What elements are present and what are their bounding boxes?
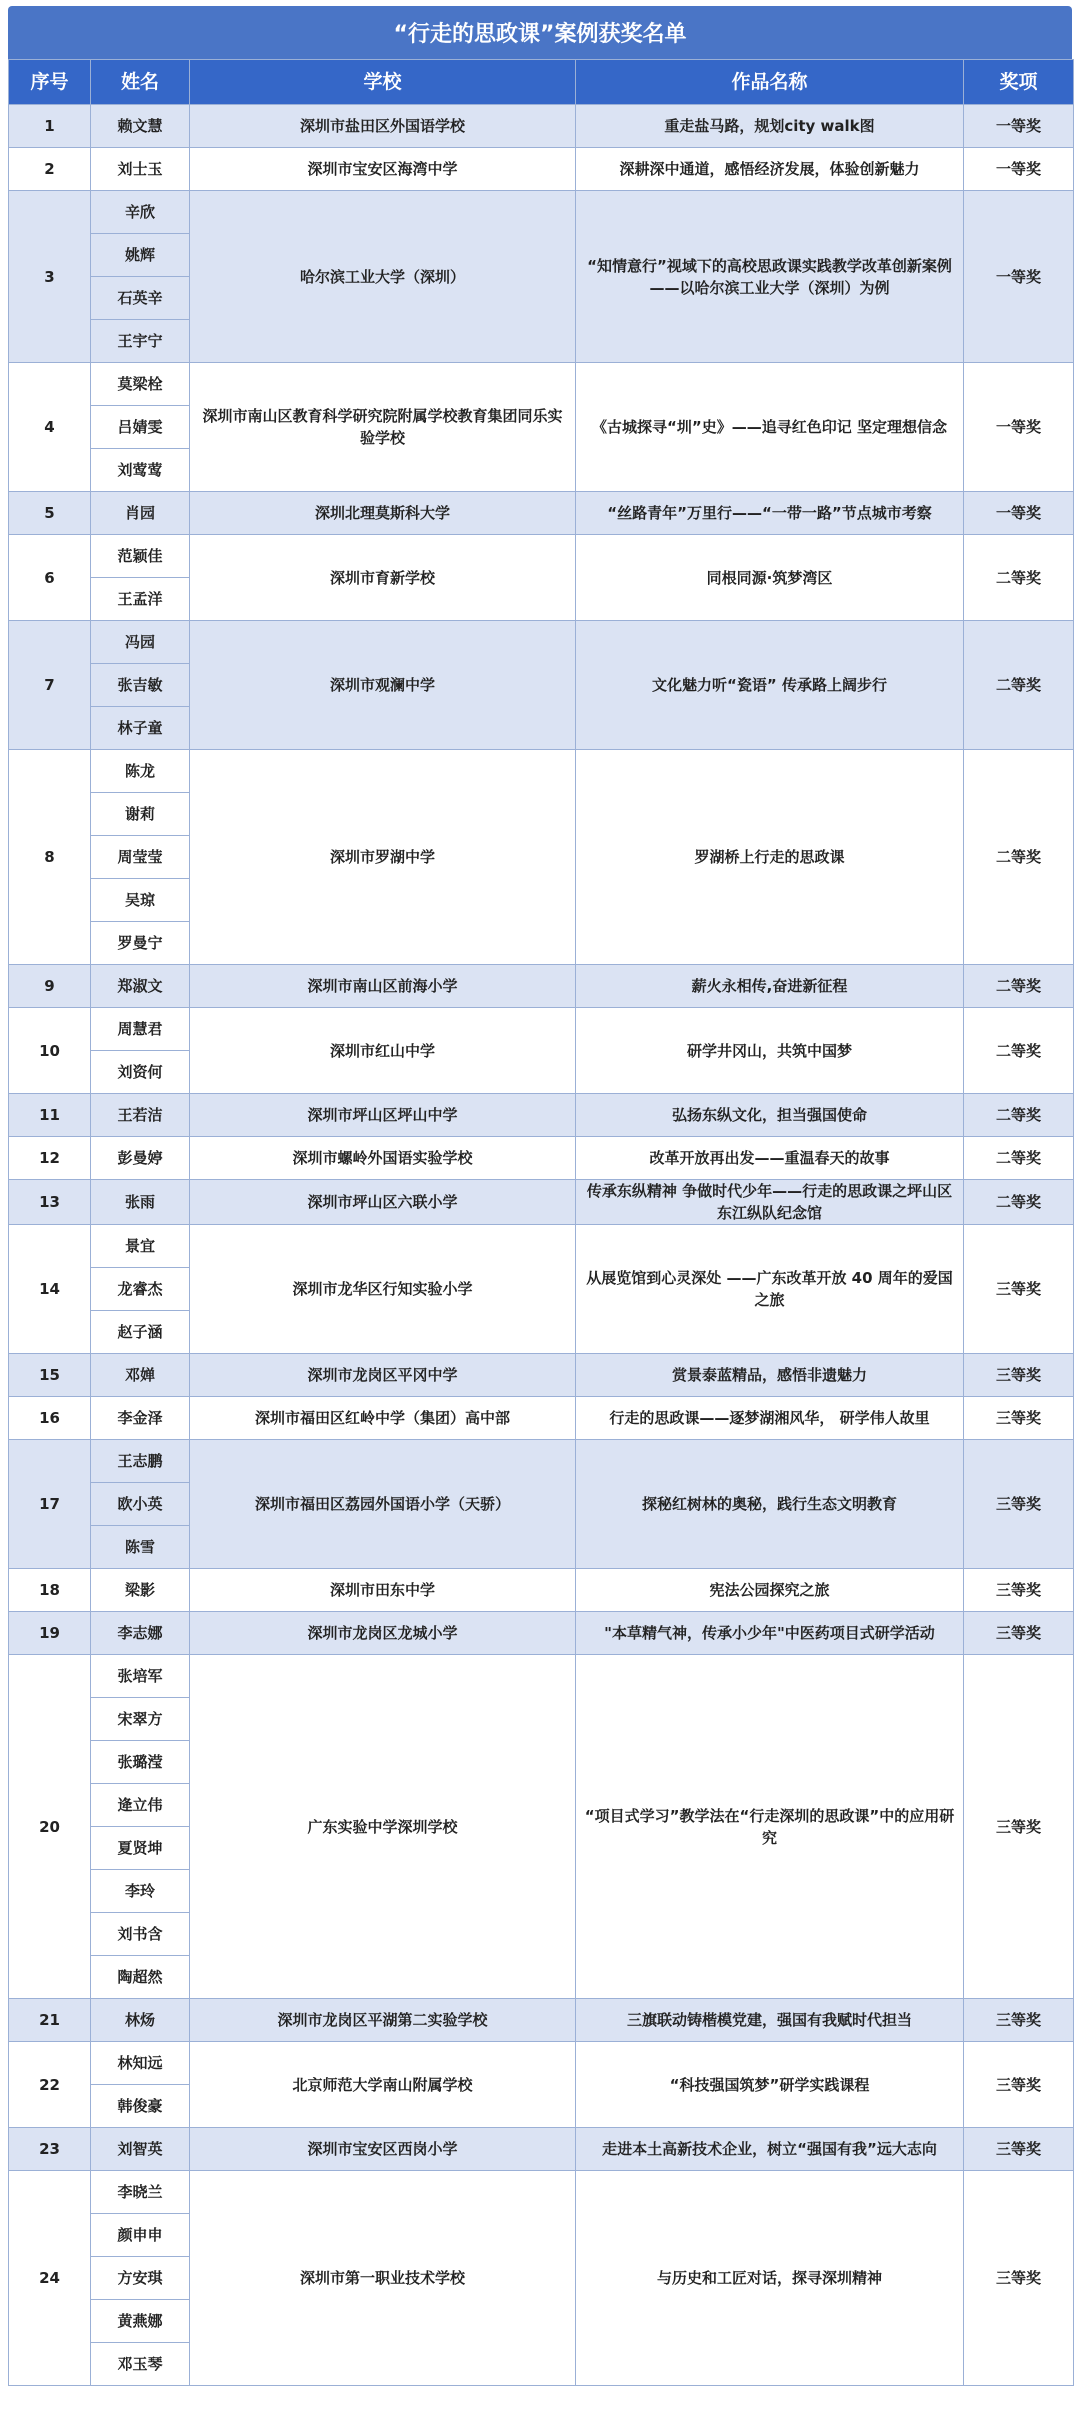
cell-name: 王宇宁	[91, 320, 190, 363]
table-row	[9, 1008, 1074, 1051]
cell-name: 彭曼婷	[91, 1137, 190, 1180]
cell-award: 三等奖	[964, 1397, 1074, 1440]
cell-award: 三等奖	[964, 1354, 1074, 1397]
table-row	[9, 1440, 1074, 1483]
cell-work: 行走的思政课——逐梦湖湘风华， 研学伟人故里	[576, 1397, 964, 1440]
cell-name: 王志鹏	[91, 1440, 190, 1483]
table-row	[9, 2042, 1074, 2085]
cell-name: 李晓兰	[91, 2171, 190, 2214]
cell-no: 4	[9, 363, 91, 492]
cell-name: 吕婧雯	[91, 406, 190, 449]
cell-award: 三等奖	[964, 2042, 1074, 2128]
table-row	[9, 363, 1074, 406]
table-row	[9, 1225, 1074, 1268]
cell-no: 3	[9, 191, 91, 363]
cell-award: 二等奖	[964, 965, 1074, 1008]
cell-school: 深圳市宝安区西岗小学	[190, 2128, 576, 2171]
cell-name: 梁影	[91, 1569, 190, 1612]
table-row	[9, 1569, 1074, 1612]
cell-school: 深圳北理莫斯科大学	[190, 492, 576, 535]
cell-school: 深圳市福田区红岭中学（集团）高中部	[190, 1397, 576, 1440]
cell-name: 逄立伟	[91, 1784, 190, 1827]
cell-school: 深圳市宝安区海湾中学	[190, 148, 576, 191]
cell-name: 范颖佳	[91, 535, 190, 578]
cell-school: 深圳市红山中学	[190, 1008, 576, 1094]
cell-work: 同根同源·筑梦湾区	[576, 535, 964, 621]
cell-name: 刘莺莺	[91, 449, 190, 492]
cell-name: 刘资何	[91, 1051, 190, 1094]
cell-name: 宋翠方	[91, 1698, 190, 1741]
cell-name: 方安琪	[91, 2257, 190, 2300]
cell-name: 刘士玉	[91, 148, 190, 191]
cell-award: 三等奖	[964, 2128, 1074, 2171]
cell-no: 18	[9, 1569, 91, 1612]
cell-name: 辛欣	[91, 191, 190, 234]
cell-name: 林知远	[91, 2042, 190, 2085]
cell-work: 弘扬东纵文化，担当强国使命	[576, 1094, 964, 1137]
cell-name: 周莹莹	[91, 836, 190, 879]
cell-award: 二等奖	[964, 750, 1074, 965]
cell-award: 三等奖	[964, 2171, 1074, 2386]
cell-name: 刘智英	[91, 2128, 190, 2171]
cell-work: 从展览馆到心灵深处 ——广东改革开放 40 周年的爱国之旅	[576, 1225, 964, 1354]
cell-name: 冯园	[91, 621, 190, 664]
cell-name: 夏贤坤	[91, 1827, 190, 1870]
table-row	[9, 750, 1074, 793]
cell-award: 二等奖	[964, 1137, 1074, 1180]
cell-name: 谢莉	[91, 793, 190, 836]
page-title: “行走的思政课”案例获奖名单	[8, 6, 1072, 59]
cell-name: 刘书含	[91, 1913, 190, 1956]
cell-award: 一等奖	[964, 363, 1074, 492]
cell-work: 探秘红树林的奥秘，践行生态文明教育	[576, 1440, 964, 1569]
cell-school: 深圳市螺岭外国语实验学校	[190, 1137, 576, 1180]
cell-name: 姚辉	[91, 234, 190, 277]
cell-work: 宪法公园探究之旅	[576, 1569, 964, 1612]
table-row	[9, 191, 1074, 234]
table-row	[9, 1655, 1074, 1698]
table-row	[9, 1137, 1074, 1180]
table-row	[9, 535, 1074, 578]
cell-name: 林炀	[91, 1999, 190, 2042]
cell-school: 深圳市观澜中学	[190, 621, 576, 750]
cell-work: 薪火永相传,奋进新征程	[576, 965, 964, 1008]
cell-award: 二等奖	[964, 1094, 1074, 1137]
cell-work: 与历史和工匠对话，探寻深圳精神	[576, 2171, 964, 2386]
cell-no: 14	[9, 1225, 91, 1354]
cell-name: 陈龙	[91, 750, 190, 793]
table-row	[9, 2128, 1074, 2171]
cell-name: 李志娜	[91, 1612, 190, 1655]
cell-school: 北京师范大学南山附属学校	[190, 2042, 576, 2128]
cell-award: 二等奖	[964, 1180, 1074, 1225]
cell-school: 深圳市龙岗区平冈中学	[190, 1354, 576, 1397]
table-row	[9, 1612, 1074, 1655]
cell-name: 景宜	[91, 1225, 190, 1268]
cell-work: “科技强国筑梦”研学实践课程	[576, 2042, 964, 2128]
cell-name: 韩俊豪	[91, 2085, 190, 2128]
cell-school: 广东实验中学深圳学校	[190, 1655, 576, 1999]
header-row	[9, 60, 1074, 105]
cell-name: 陈雪	[91, 1526, 190, 1569]
cell-work: "本草精气神，传承小少年"中医药项目式研学活动	[576, 1612, 964, 1655]
cell-name: 陶超然	[91, 1956, 190, 1999]
table-row	[9, 621, 1074, 664]
table-row	[9, 1397, 1074, 1440]
table-row	[9, 1354, 1074, 1397]
cell-name: 张培军	[91, 1655, 190, 1698]
cell-no: 12	[9, 1137, 91, 1180]
cell-name: 张雨	[91, 1180, 190, 1225]
cell-name: 邓玉琴	[91, 2343, 190, 2386]
cell-name: 罗曼宁	[91, 922, 190, 965]
cell-work: 走进本土高新技术企业，树立“强国有我”远大志向	[576, 2128, 964, 2171]
table-row	[9, 148, 1074, 191]
cell-work: 三旗联动铸楷模党建，强国有我赋时代担当	[576, 1999, 964, 2042]
header-name: 姓名	[91, 60, 190, 105]
cell-name: 石英辛	[91, 277, 190, 320]
cell-name: 张吉敏	[91, 664, 190, 707]
cell-name: 张璐滢	[91, 1741, 190, 1784]
cell-school: 深圳市福田区荔园外国语小学（天骄）	[190, 1440, 576, 1569]
cell-no: 21	[9, 1999, 91, 2042]
cell-work: 改革开放再出发——重温春天的故事	[576, 1137, 964, 1180]
cell-no: 13	[9, 1180, 91, 1225]
cell-name: 龙睿杰	[91, 1268, 190, 1311]
table-row	[9, 1180, 1074, 1225]
cell-school: 哈尔滨工业大学（深圳）	[190, 191, 576, 363]
cell-award: 三等奖	[964, 1440, 1074, 1569]
cell-school: 深圳市龙岗区龙城小学	[190, 1612, 576, 1655]
cell-no: 23	[9, 2128, 91, 2171]
cell-name: 欧小英	[91, 1483, 190, 1526]
cell-school: 深圳市第一职业技术学校	[190, 2171, 576, 2386]
cell-award: 一等奖	[964, 105, 1074, 148]
cell-award: 二等奖	[964, 621, 1074, 750]
cell-school: 深圳市坪山区六联小学	[190, 1180, 576, 1225]
cell-work: 研学井冈山，共筑中国梦	[576, 1008, 964, 1094]
cell-school: 深圳市南山区前海小学	[190, 965, 576, 1008]
cell-award: 三等奖	[964, 1612, 1074, 1655]
header-award: 奖项	[964, 60, 1074, 105]
cell-name: 赖文慧	[91, 105, 190, 148]
cell-work: 罗湖桥上行走的思政课	[576, 750, 964, 965]
cell-name: 邓婵	[91, 1354, 190, 1397]
cell-work: 重走盐马路，规划city walk图	[576, 105, 964, 148]
cell-work: 深耕深中通道，感悟经济发展，体验创新魅力	[576, 148, 964, 191]
cell-school: 深圳市龙华区行知实验小学	[190, 1225, 576, 1354]
cell-work: 文化魅力听“瓷语” 传承路上阔步行	[576, 621, 964, 750]
cell-name: 周慧君	[91, 1008, 190, 1051]
cell-name: 肖园	[91, 492, 190, 535]
cell-award: 二等奖	[964, 1008, 1074, 1094]
header-no: 序号	[9, 60, 91, 105]
cell-name: 颜申申	[91, 2214, 190, 2257]
cell-name: 林子童	[91, 707, 190, 750]
table-row	[9, 105, 1074, 148]
cell-award: 一等奖	[964, 148, 1074, 191]
cell-school: 深圳市南山区教育科学研究院附属学校教育集团同乐实验学校	[190, 363, 576, 492]
cell-no: 20	[9, 1655, 91, 1999]
cell-school: 深圳市育新学校	[190, 535, 576, 621]
cell-work: 赏景泰蓝精品，感悟非遗魅力	[576, 1354, 964, 1397]
cell-work: “知情意行”视域下的高校思政课实践教学改革创新案例——以哈尔滨工业大学（深圳）为例	[576, 191, 964, 363]
cell-no: 16	[9, 1397, 91, 1440]
cell-work: 《古城探寻“圳”史》——追寻红色印记 坚定理想信念	[576, 363, 964, 492]
cell-no: 24	[9, 2171, 91, 2386]
table-row	[9, 492, 1074, 535]
cell-work: 传承东纵精神 争做时代少年——行走的思政课之坪山区东江纵队纪念馆	[576, 1180, 964, 1225]
cell-school: 深圳市罗湖中学	[190, 750, 576, 965]
cell-no: 6	[9, 535, 91, 621]
cell-name: 王孟洋	[91, 578, 190, 621]
cell-no: 19	[9, 1612, 91, 1655]
cell-no: 17	[9, 1440, 91, 1569]
cell-name: 莫梁栓	[91, 363, 190, 406]
table-body	[9, 105, 1074, 2386]
cell-work: “项目式学习”教学法在“行走深圳的思政课”中的应用研究	[576, 1655, 964, 1999]
cell-school: 深圳市盐田区外国语学校	[190, 105, 576, 148]
cell-school: 深圳市田东中学	[190, 1569, 576, 1612]
cell-name: 吴琼	[91, 879, 190, 922]
cell-award: 三等奖	[964, 1569, 1074, 1612]
cell-no: 15	[9, 1354, 91, 1397]
cell-award: 三等奖	[964, 1655, 1074, 1999]
cell-award: 一等奖	[964, 191, 1074, 363]
cell-school: 深圳市龙岗区平湖第二实验学校	[190, 1999, 576, 2042]
cell-award: 三等奖	[964, 1225, 1074, 1354]
awards-table	[8, 59, 1074, 2386]
cell-award: 二等奖	[964, 535, 1074, 621]
header-school: 学校	[190, 60, 576, 105]
cell-name: 王若洁	[91, 1094, 190, 1137]
cell-work: “丝路青年”万里行——“一带一路”节点城市考察	[576, 492, 964, 535]
cell-no: 9	[9, 965, 91, 1008]
cell-school: 深圳市坪山区坪山中学	[190, 1094, 576, 1137]
cell-name: 黄燕娜	[91, 2300, 190, 2343]
cell-no: 22	[9, 2042, 91, 2128]
cell-no: 8	[9, 750, 91, 965]
cell-no: 2	[9, 148, 91, 191]
cell-no: 5	[9, 492, 91, 535]
cell-award: 一等奖	[964, 492, 1074, 535]
cell-name: 李玲	[91, 1870, 190, 1913]
cell-no: 1	[9, 105, 91, 148]
cell-no: 7	[9, 621, 91, 750]
cell-no: 11	[9, 1094, 91, 1137]
table-row	[9, 965, 1074, 1008]
header-work: 作品名称	[576, 60, 964, 105]
cell-name: 郑淑文	[91, 965, 190, 1008]
table-row	[9, 1094, 1074, 1137]
cell-no: 10	[9, 1008, 91, 1094]
cell-name: 李金泽	[91, 1397, 190, 1440]
cell-award: 三等奖	[964, 1999, 1074, 2042]
cell-name: 赵子涵	[91, 1311, 190, 1354]
table-row	[9, 2171, 1074, 2214]
table-row	[9, 1999, 1074, 2042]
